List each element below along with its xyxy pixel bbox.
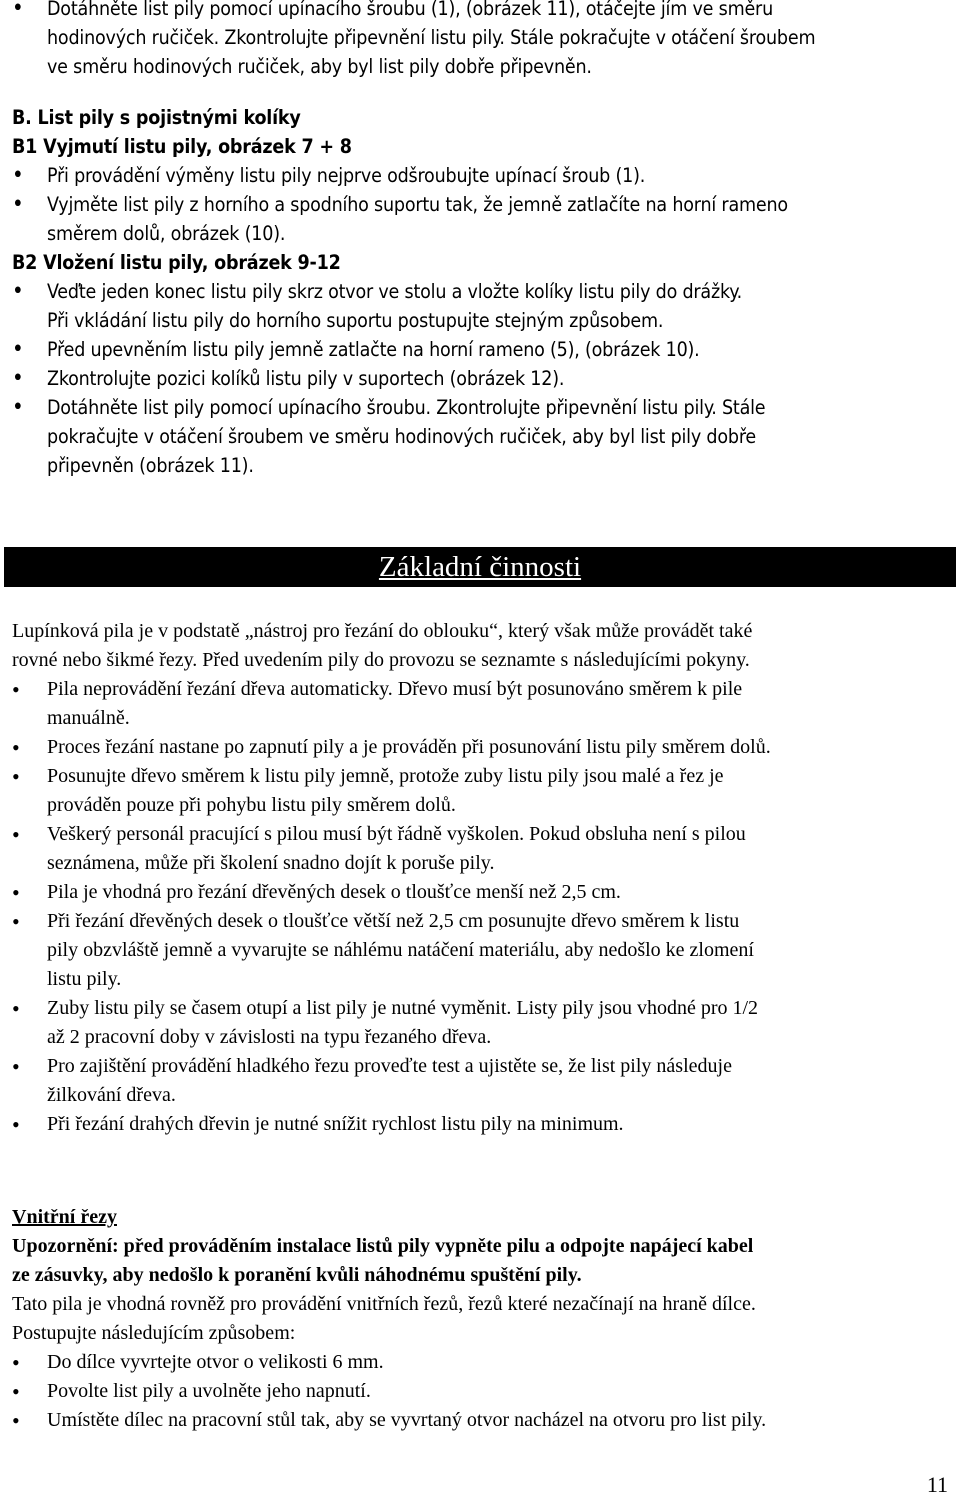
list-item: [12, 277, 948, 335]
text-line: Tato pila je vhodná rovněž pro provádění vnitřních řezů, řezů které nezačínají na hraně dílce.: [12, 1293, 756, 1315]
list-item: [12, 907, 948, 994]
text-line: prováděn pouze při pohybu listu pily směrem dolů.: [47, 794, 456, 816]
intro-line: rovné nebo šikmé řezy. Před uvedením pily do provozu se seznamte s následujícími pokyny.: [12, 649, 750, 671]
text-line: • Při řezání drahých dřevin je nutné snížit rychlost listu pily na minimum.: [47, 1113, 624, 1135]
text-line: • Vyjměte list pily z horního a spodního suportu tak, že jemně zatlačíte na horní rameno: [47, 193, 788, 216]
text-line: • Umístěte dílec na pracovní stůl tak, aby se vyvrtaný otvor nacházel na otvoru pro list pily.: [47, 1409, 767, 1431]
list-item: [12, 762, 948, 820]
section-banner: [4, 547, 956, 587]
list-item: [12, 161, 948, 190]
warning-line: ze zásuvky, aby nedošlo k poranění kvůli náhodnému spuštění pily.: [12, 1264, 582, 1286]
intro-bullet: [12, 0, 948, 81]
text-line: Postupujte následujícím způsobem:: [12, 1322, 296, 1344]
basic-list: [12, 675, 948, 1139]
list-item: [12, 1377, 948, 1406]
text-line: směrem dolů, obrázek (10).: [47, 222, 286, 245]
text-line: manuálně.: [47, 707, 130, 729]
internal-section: [12, 1203, 948, 1435]
text-line: • Veďte jeden konec listu pily skrz otvor ve stolu a vložte kolíky listu pily do drážky.: [47, 280, 743, 303]
warning-line: Upozornění: před prováděním instalace listů pily vypněte pilu a odpojte napájecí kabel: [12, 1235, 754, 1257]
intro-line: Lupínková pila je v podstatě „nástroj pro řezání do oblouku“, který však může provádět také: [12, 620, 753, 642]
list-item: [12, 393, 948, 480]
list-item: [12, 190, 948, 248]
text-line: • Při řezání dřevěných desek o tloušťce větší než 2,5 cm posunujte dřevo směrem k listu: [47, 910, 740, 932]
text-line: listu pily.: [47, 968, 122, 990]
text-line: • Povolte list pily a uvolněte jeho napnutí.: [47, 1380, 371, 1402]
text-line: ve směru hodinových ručiček, aby byl list pily dobře připevněn.: [47, 55, 592, 78]
list-item: [12, 675, 948, 733]
list-item: [12, 1348, 948, 1377]
intro-bullet-list: [12, 0, 948, 81]
top-section: [12, 0, 948, 480]
heading-b1: B1 Vyjmutí listu pily, obrázek 7 + 8: [12, 135, 352, 158]
text-line: • Pila neprovádění řezání dřeva automaticky. Dřevo musí být posunováno směrem k pile: [47, 678, 743, 700]
text-line: pily obzvláště jemně a vyvarujte se náhlému natáčení materiálu, aby nedošlo ke zlomení: [47, 939, 754, 961]
text-line: • Před upevněním listu pily jemně zatlačte na horní rameno (5), (obrázek 10).: [47, 338, 700, 361]
list-item: [12, 994, 948, 1052]
list-item: [12, 364, 948, 393]
list-item: [12, 1052, 948, 1110]
text-line: • Dotáhněte list pily pomocí upínacího šroubu. Zkontrolujte připevnění listu pily. Stále: [47, 396, 766, 419]
list-item: [12, 335, 948, 364]
text-line: • Dotáhněte list pily pomocí upínacího šroubu (1), (obrázek 11), otáčejte jím ve směru: [47, 0, 773, 20]
text-line: až 2 pracovní doby v závislosti na typu řezaného dřeva.: [47, 1026, 492, 1048]
text-line: seznámena, může při školení snadno dojít k poruše pily.: [47, 852, 495, 874]
b2-list: [12, 277, 948, 480]
text-line: Při vkládání listu pily do horního suportu postupujte stejným způsobem.: [47, 309, 664, 332]
text-line: • Veškerý personál pracující s pilou musí být řádně vyškolen. Pokud obsluha není s pilou: [47, 823, 746, 845]
internal-heading: Vnitřní řezy: [12, 1206, 117, 1228]
basic-section: [12, 617, 948, 1139]
text-line: žilkování dřeva.: [47, 1084, 176, 1106]
list-item: [12, 733, 948, 762]
text-line: • Při provádění výměny listu pily nejprve odšroubujte upínací šroub (1).: [47, 164, 646, 187]
text-line: • Pro zajištění provádění hladkého řezu proveďte test a ujistěte se, že list pily následuje: [47, 1055, 732, 1077]
list-item: [12, 1110, 948, 1139]
text-line: pokračujte v otáčení šroubem ve směru hodinových ručiček, aby byl list pily dobře: [47, 425, 756, 448]
heading-b: B. List pily s pojistnými kolíky: [12, 106, 301, 129]
list-item: [12, 878, 948, 907]
heading-b2: B2 Vložení listu pily, obrázek 9-12: [12, 251, 341, 274]
text-line: • Proces řezání nastane po zapnutí pily a je prováděn při posunování listu pily směrem dolů.: [47, 736, 771, 758]
text-line: • Zuby listu pily se časem otupí a list pily je nutné vyměnit. Listy pily jsou vhodné pro 1/2: [47, 997, 759, 1019]
text-line: hodinových ručiček. Zkontrolujte připevnění listu pily. Stále pokračujte v otáčení šroubem: [47, 26, 816, 49]
list-item: [12, 1406, 948, 1435]
text-line: • Do dílce vyvrtejte otvor o velikosti 6 mm.: [47, 1351, 384, 1373]
text-line: připevněn (obrázek 11).: [47, 454, 254, 477]
list-item: [12, 820, 948, 878]
b1-list: [12, 161, 948, 248]
text-line: • Zkontrolujte pozici kolíků listu pily v suportech (obrázek 12).: [47, 367, 565, 390]
internal-list: [12, 1348, 948, 1435]
text-line: • Pila je vhodná pro řezání dřevěných desek o tloušťce menší než 2,5 cm.: [47, 881, 621, 903]
section-title: Základní činnosti: [378, 550, 582, 583]
page-number: 11: [926, 1472, 948, 1497]
text-line: • Posunujte dřevo směrem k listu pily jemně, protože zuby listu pily jsou malé a řez je: [47, 765, 724, 787]
